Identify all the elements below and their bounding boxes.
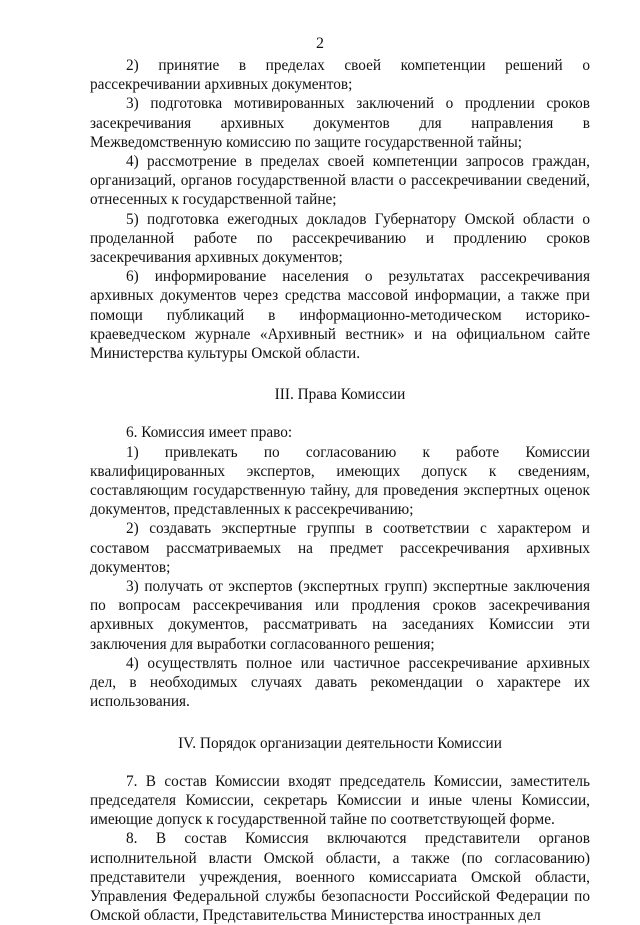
list-item-4: 4) рассмотрение в пределах своей компетенции запросов граждан, организаций, органов государственной власти о рассекречивании сведений, отнесенных к государственной тайне;	[90, 153, 590, 209]
rights-item-1: 1) привлекать по согласованию к работе Комиссии квалифицированных экспертов, имеющих допуск к сведениям, составляющим государственную тайну, для проведения экспертных оценок документов, представленных к рассекречиванию;	[90, 443, 590, 519]
section-heading-organization: IV. Порядок организации деятельности Комиссии	[178, 734, 502, 752]
page-number: 2	[316, 35, 324, 52]
section-heading-rights: III. Права Комиссии	[274, 386, 406, 404]
rights-intro: 6. Комиссия имеет право:	[126, 424, 293, 442]
list-item-6: 6) информирование населения о результатах рассекречивания архивных документов через средства массовой информации, а также при помощи публикаций в информационно-методическом историко-краеведческом журнале «Архивный вестник» и на официальном сайте Министерства культуры Омской области.	[90, 268, 590, 363]
rights-item-3: 3) получать от экспертов (экспертных групп) экспертные заключения по вопросам рассекречивания или продления сроков засекречивания архивных документов, рассматривать на заседаниях Комиссии эти заключения для выработки согласованного решения;	[90, 578, 590, 653]
paragraph-7: 7. В состав Комиссии входят председатель Комиссии, заместитель председателя Комиссии, секретарь Комиссии и иные члены Комиссии, имеющие допуск к государственной тайне по соответствующей форме.	[90, 772, 590, 829]
paragraph-8: 8. В состав Комиссия включаются представители органов исполнительной власти Омской области, а также (по согласованию) представители учреждения, военного комиссариата Омской области, Управления Федеральной службы безопасности Российской Федерации по Омской области, Представительства Министерства иностранных дел	[90, 830, 590, 925]
list-item-3: 3) подготовка мотивированных заключений о продлении сроков засекречивания архивных документов для направления в Межведомственную комиссию по защите государственной тайны;	[90, 95, 590, 151]
document-body	[90, 56, 590, 925]
rights-item-2: 2) создавать экспертные группы в соответствии с характером и составом рассматриваемых на предмет рассекречивания архивных документов;	[90, 520, 590, 576]
list-item-2: 2) принятие в пределах своей компетенции решений о рассекречивании архивных документов;	[90, 57, 590, 94]
list-item-5: 5) подготовка ежегодных докладов Губернатору Омской области о проделанной работе по рассекречиванию и продлению сроков засекречивания архивных документов;	[90, 210, 590, 267]
rights-item-4: 4) осуществлять полное или частичное рассекречивание архивных дел, в необходимых случаях давать рекомендации о характере их использования.	[90, 654, 590, 711]
